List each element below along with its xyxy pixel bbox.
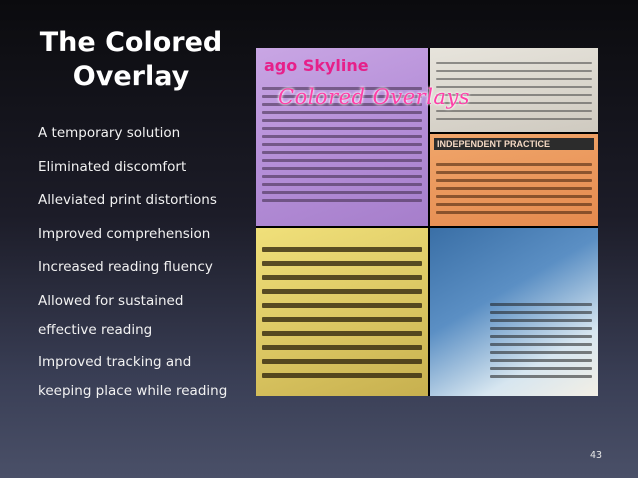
slide-title-line-1: The Colored xyxy=(39,27,223,58)
bullet-sustained-reading-line-2: effective reading xyxy=(38,322,153,338)
bullet-improved-tracking-line-1: Improved tracking and xyxy=(38,354,192,370)
page-number: 43 xyxy=(590,450,603,461)
bullet-alleviated-distortions: Alleviated print distortions xyxy=(38,192,217,208)
photo-orange-overlay xyxy=(430,134,598,226)
bullet-improved-tracking-line-2: keeping place while reading xyxy=(38,383,228,399)
colored-overlays-label: Colored Overlays xyxy=(278,85,471,109)
photo-heading: ago Skyline xyxy=(264,56,369,75)
practice-header: INDEPENDENT PRACTICE xyxy=(434,138,594,150)
text-lines xyxy=(490,298,592,383)
photo-blue-overlay xyxy=(430,228,598,396)
bullet-sustained-reading-line-1: Allowed for sustained xyxy=(38,293,184,309)
slide-title-line-2: Overlay xyxy=(72,61,190,92)
bullet-improved-comprehension: Improved comprehension xyxy=(38,226,211,242)
bullet-temporary-solution: A temporary solution xyxy=(38,125,181,141)
bullet-eliminated-discomfort: Eliminated discomfort xyxy=(38,159,187,175)
photo-yellow-overlay xyxy=(256,228,428,396)
text-lines xyxy=(436,158,592,219)
bullet-reading-fluency: Increased reading fluency xyxy=(38,259,213,275)
slide-title xyxy=(36,26,226,94)
photo-purple-overlay xyxy=(256,48,428,226)
text-lines xyxy=(262,238,422,387)
